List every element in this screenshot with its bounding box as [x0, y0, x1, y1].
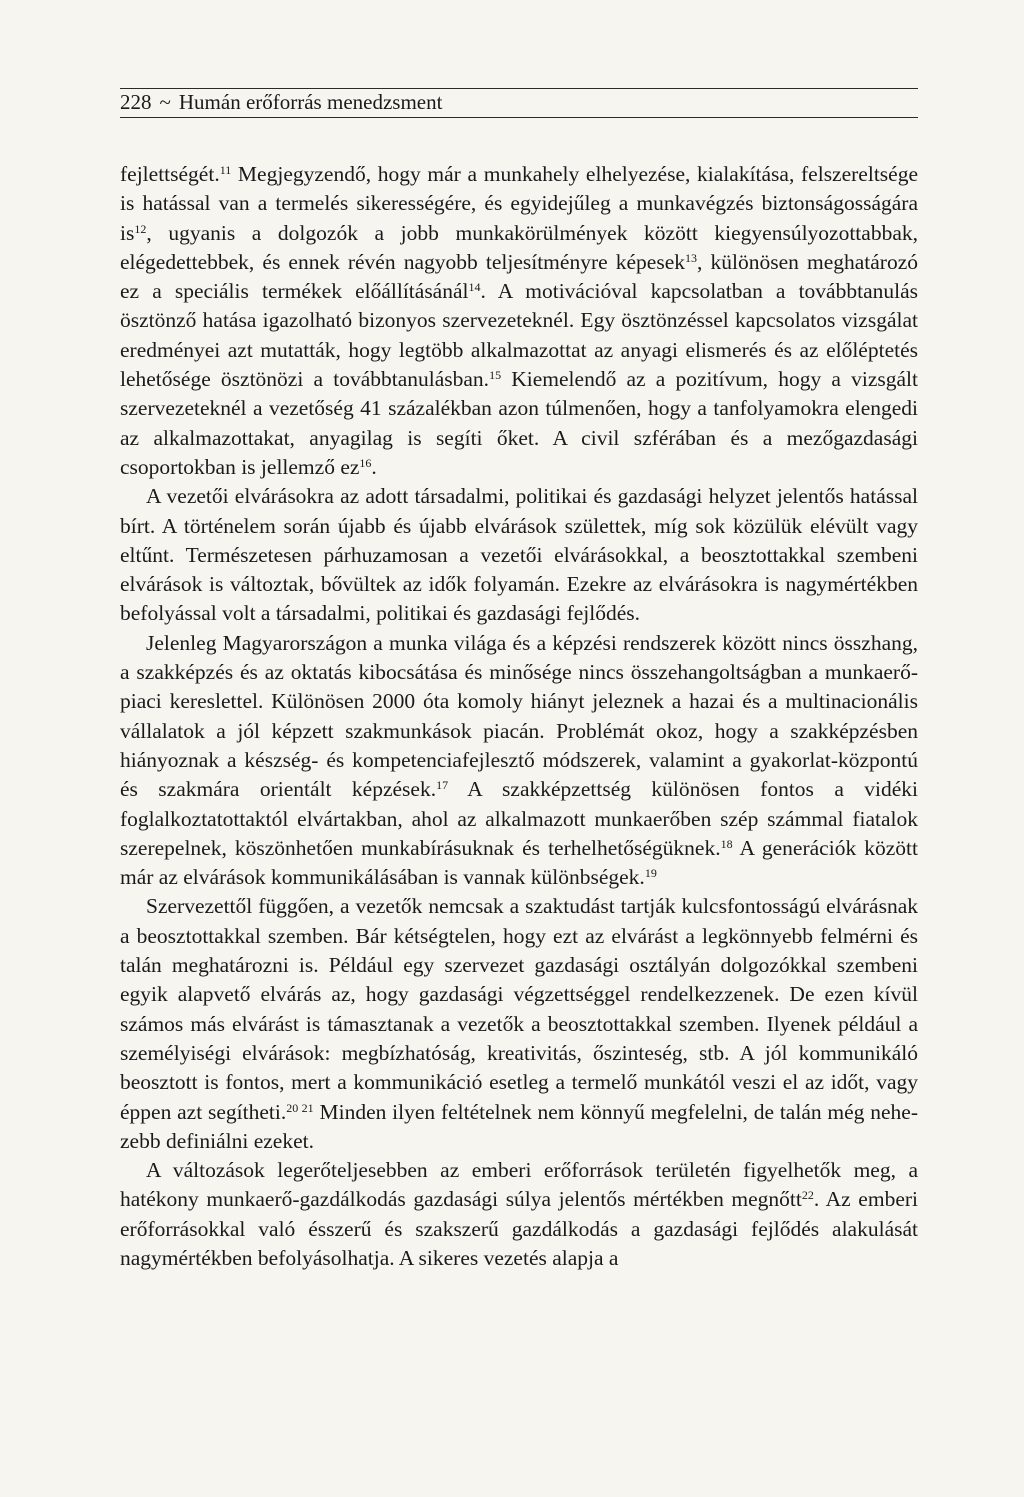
footnote-ref: 22: [801, 1188, 814, 1203]
paragraph: [120, 629, 918, 893]
text-run: Szervezettől függően, a vezetők nemcsak a szaktudást tartják kulcsfontosságú elvárásnak a beosztottakkal szemben. Bár kétségtelen, hogy ezt az elvárást a legkönnyebb felmérni és talán meghatározni is. Például egy szervezet gazdasági osztályán dolgozókkal szembeni egyik alapvető elvárás az, hogy gazdasági végzettséggel rendelkezzenek. De ezen kívül számos más elvárást is támasztanak a vezetők a beosztottakkal szemben. Ilyenek például a személyiségi elvárások: megbízhatóság, kreativitás, őszinteség, stb. A jól kommunikáló beosztott is fontos, mert a kommunikáció esetleg a termelő munkától veszi el az időt, vagy éppen azt segítheti.: [120, 894, 918, 1124]
page-number: 228: [120, 90, 152, 114]
footnote-ref: 13: [685, 250, 697, 265]
footnote-ref: 14: [468, 280, 481, 294]
text-run: A változások legerőteljesebben az emberi erőforrások területén figyelhetők meg, a hatékony munkaerő-gazdálkodás gazdasági súlya jelentős mértékben megnőtt: [120, 1158, 918, 1212]
text-run: Kiemelendő az a pozitívum, hogy a vizsgált szervezeteknél a vezetőség 41 százalékban azon túlmenően, hogy a tanfolyamokra elengedi az alkalmazottakat, anyagilag is segíti őket. A civil szférában és a mezőgazdasági csoportokban is jellemző ez: [120, 367, 918, 479]
footnote-ref: 15: [489, 367, 502, 382]
text-run: Minden ilyen feltételnek nem könnyű megfelelni, de talán még nehezebb definiálni ezeket.: [120, 1099, 918, 1153]
header-separator: ~: [159, 90, 171, 114]
text-run: A generációk között már az elvárások kommunikálásában is vannak különbségek.: [120, 835, 918, 890]
text-run: . A motivációval kapcsolatban a továbbtanulás ösztönző hatása igazolható bizonyos szervezeteknél. Egy ösztönzéssel kapcsolatos vizsgálat eredményei azt mutatták, hogy legtöbb alkalmazottat az anyagi elismerés és az előléptetés lehetősége ösztönözi a továbbtanulásban.: [120, 279, 918, 392]
text-run: Megjegyzendő, hogy már a munkahely elhelyezése, kialakítása, felszereltsége is hatással van a termelés sikerességére, és egyidejűleg a munkavégzés biztonságosságára is: [120, 162, 918, 245]
text-run: fejlettségét.: [120, 162, 220, 186]
running-title: Humán erőforrás menedzsment: [178, 90, 443, 114]
text-run: .: [371, 454, 377, 479]
footnote-ref: 20 21: [286, 1100, 314, 1115]
text-run: , különösen meghatározó ez a speciális termékek előállításánál: [120, 249, 918, 304]
body-text: [120, 160, 918, 1273]
text-run: Jelenleg Magyarországon a munka világa és a képzési rendszerek között nincs összhang, a szakképzés és az oktatás kibocsátása és minősége nincs összehangoltságban a munkaerő-piaci kereslettel. Különösen 2000 óta komoly hiányt jeleznek a hazai és a multinacionális vállalatok a jól képzett szakmunkások piacán. Problémát okoz, hogy a szakképzésben hiányoznak a készség- és kompetenciafejlesztő módszerek, valamint a gyakorlat-központú és szakmára orientált képzések.: [120, 630, 918, 802]
paragraph: [120, 482, 918, 628]
text-run: A szakképzettség különösen fontos a vidéki foglalkoztatottaktól elvártakban, ahol az alkalmazott munkaerőben szép számmal fiatalok szerepelnek, köszönhetően munkabírásuknak és terhelhetőségüknek.: [120, 777, 918, 860]
paragraph: [120, 1156, 918, 1273]
paragraph: [120, 892, 918, 1156]
text-run: , ugyanis a dolgozók a jobb munkakörülmények között kiegyensúlyozottabbak, elégedettebbek, és ennek révén nagyobb teljesítményre képesek: [120, 220, 918, 274]
footnote-ref: 12: [134, 221, 147, 236]
paragraph: [120, 160, 918, 482]
running-header: [120, 88, 918, 118]
text-run: A vezetői elvárásokra az adott társadalmi, politikai és gazdasági helyzet jelentős hatással bírt. A történelem során újabb és újabb elvárások születtek, míg sok közülük elévült vagy eltűnt. Természetesen párhuzamosan a vezetői elvárásokkal, a beosztottakkal szembeni elvárások is változtak, bővültek az idők folyamán. Ezekre az elvárásokra is nagymértékben befolyással volt a társadalmi, politikai és gazdasági fejlődés.: [120, 484, 918, 626]
footnote-ref: 18: [720, 836, 733, 851]
footnote-ref: 11: [219, 162, 232, 177]
footnote-ref: 16: [359, 455, 372, 470]
footnote-ref: 19: [644, 865, 657, 880]
text-run: . Az emberi erőforrásokkal való ésszerű és szakszerű gazdálkodás a gazdasági fejlődés alakulását nagymértékben befolyásolhatja. A sikeres vezetés alapja a: [120, 1187, 918, 1270]
footnote-ref: 17: [436, 778, 449, 793]
